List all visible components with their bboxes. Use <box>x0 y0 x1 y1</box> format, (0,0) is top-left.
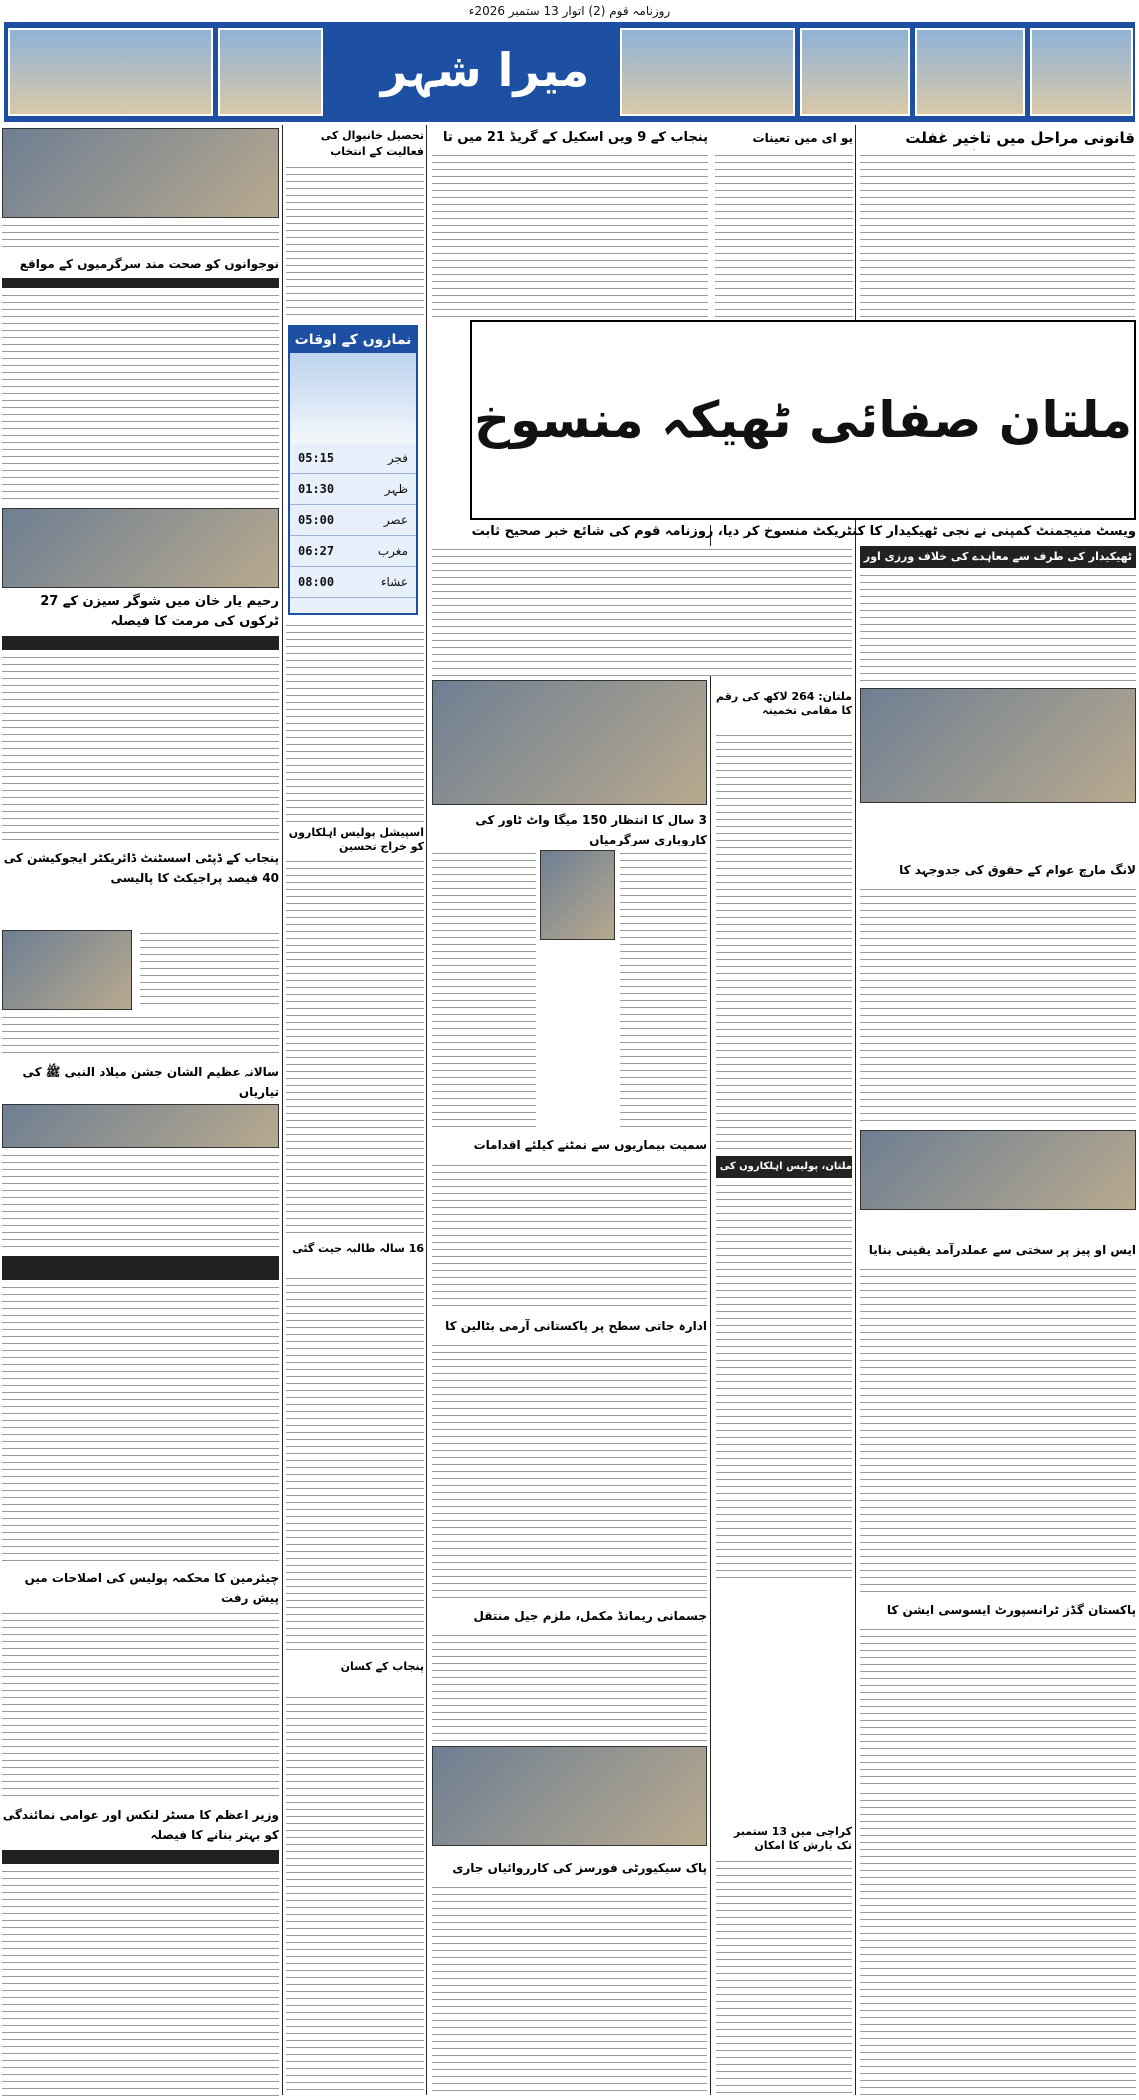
center-headline-11: کراچی میں 13 ستمبر تک بارش کا امکان <box>733 1825 852 1852</box>
column-rule <box>426 125 427 2095</box>
article-body <box>2 1868 279 2096</box>
headline-bar <box>2 1850 279 1864</box>
left-headline-1: نوجوانوں کو صحت مند سرگرمیوں کے مواقع <box>19 257 279 271</box>
prayer-time: 06:27 <box>298 544 335 558</box>
prayer-row <box>290 505 416 536</box>
article-body <box>620 850 707 1130</box>
article-body <box>2 1610 279 1800</box>
center-headline-12: پاک سیکیورٹی فورسز کی کارروائیاں جاری <box>452 1861 707 1875</box>
center-headline-1: لانگ مارچ عوام کے حقوق کی جدوجہد کا <box>899 863 1136 877</box>
article-body <box>432 1342 707 1602</box>
main-subhead-bar: ٹھیکیدار کی طرف سے معاہدے کی خلاف ورزی اور <box>860 546 1136 568</box>
article-body <box>286 622 424 822</box>
paper-date-line: روزنامہ قوم (2) اتوار 13 ستمبر 2026ء <box>468 4 671 18</box>
masthead-photo-building <box>8 28 213 116</box>
column-rule <box>710 525 711 2095</box>
masthead-photo-clocktower <box>915 28 1025 116</box>
top-headline-4: تحصیل خانیوال کی فعالیت کے انتخاب <box>320 129 424 158</box>
article-body <box>286 164 424 319</box>
stub-headline-2: 16 سالہ طالبہ جیت گئی <box>292 1242 424 1255</box>
center-headline-10: جسمانی ریمانڈ مکمل، ملزم جیل منتقل <box>473 1609 707 1623</box>
prayer-row <box>290 536 416 567</box>
center-headline-4: ملتان، پولیس اہلکاروں کی <box>716 1156 852 1178</box>
masthead-photo-mausoleum <box>800 28 910 116</box>
article-body <box>715 152 853 317</box>
mosque-dome-icon <box>290 353 416 443</box>
news-photo-meeting <box>2 508 279 588</box>
article-body <box>2 654 279 844</box>
left-headline-2: رحیم یار خان میں شوگر سیزن کے 27 ٹرکوں کی مرمت کا فیصلہ <box>40 594 279 629</box>
article-body <box>716 1858 852 2096</box>
left-headline-5: چیئرمین کا محکمہ پولیس کی اصلاحات میں پیش رفت <box>24 1571 279 1605</box>
news-photo-document <box>432 680 707 805</box>
center-headline-7: ادارہ جاتی سطح پر پاکستانی آرمی بٹالین کا <box>445 1319 707 1333</box>
center-headline-2: ملتان: 264 لاکھ کی رقم کا مقامی تخمینہ <box>716 690 852 717</box>
article-body <box>860 1266 1136 1596</box>
top-headline-2: یو ای میں تعینات <box>752 131 853 145</box>
news-photo-rally <box>860 688 1136 803</box>
prayer-name: ظہر <box>384 482 408 496</box>
prayer-name: فجر <box>387 451 408 465</box>
headline-bar <box>2 1256 279 1280</box>
prayer-row <box>290 443 416 474</box>
main-subhead: ویسٹ منیجمنٹ کمپنی نے نجی ٹھیکیدار کا کنٹریکٹ منسوخ کر دیا، روزنامہ قوم کی شائع خبر صحیح ثابت <box>471 524 1136 539</box>
stub-headline-3: پنجاب کے کسان <box>340 1660 424 1673</box>
news-photo-officials <box>432 1746 707 1846</box>
article-body <box>2 1152 279 1252</box>
left-headline-3: پنجاب کے ڈپٹی اسسٹنٹ ڈائریکٹر ایجوکیشن کی 40 فیصد پراجیکٹ کا پالیسی <box>3 851 279 885</box>
prayer-time: 01:30 <box>298 482 335 496</box>
article-body <box>432 1162 707 1312</box>
left-headline-4: سالانہ عظیم الشان جشن میلاد النبی ﷺ کی تیاریاں <box>22 1065 279 1099</box>
news-photo-clerics <box>2 1104 279 1148</box>
article-body <box>2 292 279 502</box>
center-headline-3: ایس او پیز پر سختی سے عملدرآمد یقینی بنایا <box>868 1243 1136 1257</box>
top-headline-1: قانونی مراحل میں تاخیر غفلت <box>905 129 1135 147</box>
article-body <box>286 858 424 1238</box>
article-body <box>2 1284 279 1564</box>
left-headline-6: وزیر اعظم کا مسٹر لنکس اور عوامی نمائندگی کو بہتر بنانے کا فیصلہ <box>2 1808 279 1842</box>
stub-headline-1: اسپیشل پولیس اہلکاروں کو خراج تحسین <box>288 826 424 853</box>
article-body <box>140 930 279 1010</box>
column-rule <box>282 125 283 2095</box>
article-body <box>2 222 279 252</box>
article-body <box>286 1275 424 1655</box>
headline-bar <box>2 636 279 650</box>
article-body <box>860 152 1135 317</box>
prayer-times-title: نمازوں کے اوقات <box>290 327 416 353</box>
article-body <box>860 572 1136 682</box>
article-body <box>432 546 852 676</box>
article-body <box>860 886 1136 1126</box>
center-headline-5: 3 سال کا انتظار 150 میگا واٹ ٹاور کی کاروباری سرگرمیاں <box>475 813 707 846</box>
prayer-time: 05:15 <box>298 451 335 465</box>
top-headline-3: پنجاب کے 9 ویں اسکیل کے گریڈ 21 میں تا <box>443 130 708 145</box>
center-headline-9: پاکستان گڈز ٹرانسپورٹ ایسوسی ایشن کا <box>886 1603 1136 1617</box>
news-photo-inspection <box>860 1130 1136 1210</box>
prayer-name: مغرب <box>377 544 408 558</box>
news-photo-officer <box>2 930 132 1010</box>
prayer-name: عصر <box>383 513 408 527</box>
headline-bar <box>2 278 279 288</box>
news-photo-portrait <box>540 850 615 940</box>
center-headline-6: سمیت بیماریوں سے نمٹنے کیلئے اقدامات <box>473 1138 707 1152</box>
main-headline: ملتان صفائی ٹھیکہ منسوخ <box>470 320 1136 520</box>
article-body <box>860 1790 1136 2096</box>
article-body <box>860 1626 1136 1786</box>
prayer-times-box <box>288 325 418 615</box>
prayer-name: عشاء <box>380 575 408 589</box>
masthead-photo-palace <box>218 28 323 116</box>
masthead-photo-dome <box>1030 28 1133 116</box>
article-body <box>716 732 852 1152</box>
article-body <box>716 1182 852 1582</box>
news-photo-team <box>2 128 279 218</box>
prayer-time: 05:00 <box>298 513 335 527</box>
article-body <box>432 1632 707 1742</box>
prayer-time: 08:00 <box>298 575 335 589</box>
masthead-photo-shrine <box>620 28 795 116</box>
article-body <box>432 850 536 1130</box>
article-body <box>432 152 708 317</box>
article-body <box>2 1014 279 1059</box>
article-body <box>286 1694 424 2094</box>
center-headline-8 <box>2 1480 3 1481</box>
prayer-row <box>290 567 416 598</box>
article-body <box>432 1884 707 2096</box>
prayer-row <box>290 474 416 505</box>
masthead-title: میرا شہر <box>380 43 590 97</box>
